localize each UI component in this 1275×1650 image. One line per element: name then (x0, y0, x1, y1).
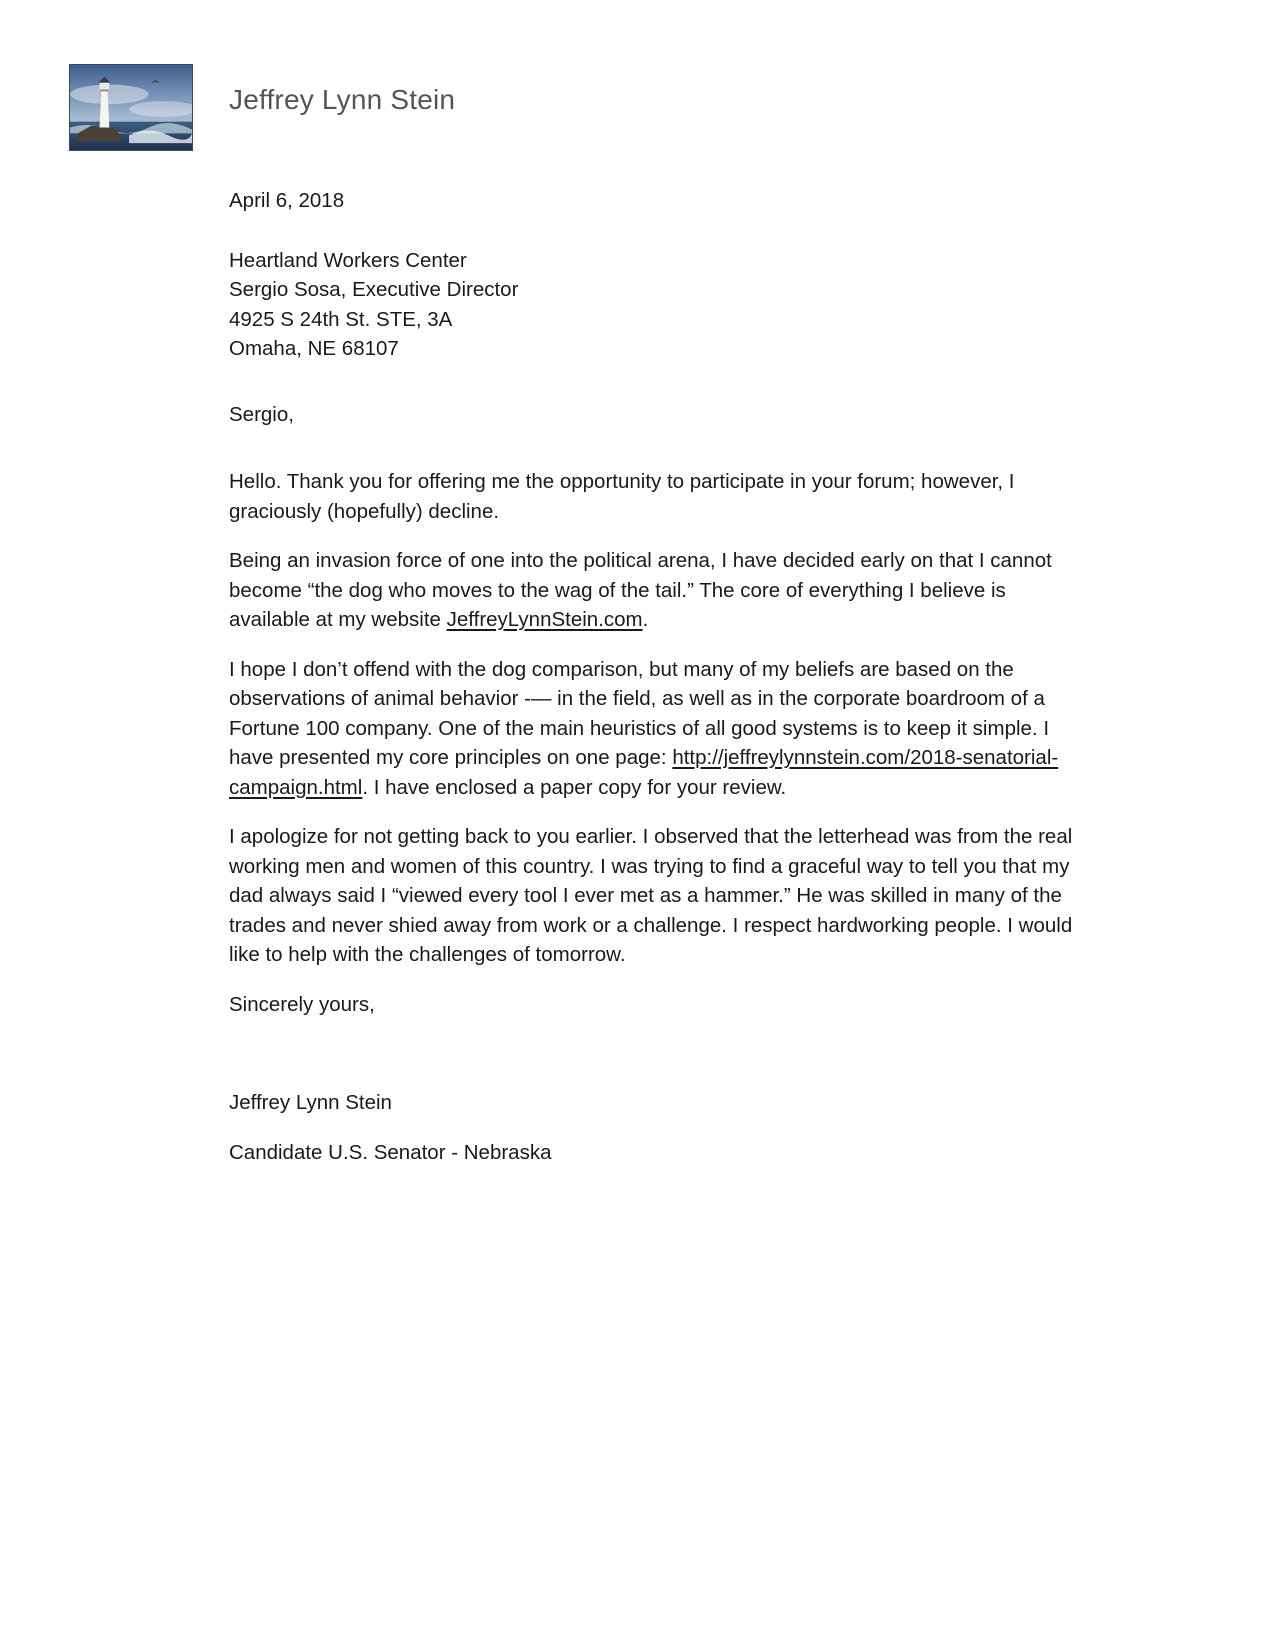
paragraph-1: Hello. Thank you for offering me the opportunity to participate in your forum; however, I graciously (hopefully) decline. (229, 470, 1015, 523)
paragraph-2-end: . (642, 608, 649, 631)
recipient-address (229, 246, 1089, 364)
salutation: Sergio, (229, 402, 294, 426)
letter-body (229, 186, 1089, 1167)
recipient-city-state-zip: Omaha, NE 68107 (229, 337, 399, 360)
paragraph-2 (229, 546, 1089, 635)
paragraph-2-text: Being an invasion force of one into the political arena, I have decided early on that I cannot become “the dog who moves to the wag of the tail.” The core of everything I believe is available at my website (229, 549, 1052, 631)
letterhead-name: Jeffrey Lynn Stein (229, 84, 456, 115)
recipient-name-title: Sergio Sosa, Executive Director (229, 278, 519, 301)
lighthouse-icon (70, 65, 192, 150)
campaign-page-link[interactable]: http://jeffreylynnstein.com/2018-senatorial-campaign.html (229, 746, 1059, 799)
paragraph-3-end: . I have enclosed a paper copy for your review. (362, 775, 787, 799)
paragraph-3-text: I hope I don’t offend with the dog comparison, but many of my beliefs are based on the observations of animal behavior -— in the field, as well as in the corporate boardroom of a Fortune 100 company. One of the main heuristics of all good systems is to keep it simple. I have presented my core principles on one page: (229, 657, 1050, 769)
paragraph-3 (229, 655, 1089, 803)
letter-date: April 6, 2018 (229, 189, 345, 212)
signer-name: Jeffrey Lynn Stein (229, 1091, 392, 1114)
signer-title: Candidate U.S. Senator - Nebraska (229, 1140, 552, 1164)
closing: Sincerely yours, (229, 992, 375, 1016)
recipient-street: 4925 S 24th St. STE, 3A (229, 307, 453, 331)
recipient-organization: Heartland Workers Center (229, 248, 467, 272)
lighthouse-image (69, 64, 193, 151)
paragraph-4: I apologize for not getting back to you earlier. I observed that the letterhead was from the real working men and women of this country. I was trying to find a graceful way to tell you that my dad always said I “viewed every tool I ever met as a hammer.” He was skilled in many of the trades and never shied away from work or a challenge. I respect hardworking people. I would like to help with the challenges of tomorrow. (229, 825, 1073, 966)
website-link[interactable]: JeffreyLynnStein.com (446, 608, 643, 631)
